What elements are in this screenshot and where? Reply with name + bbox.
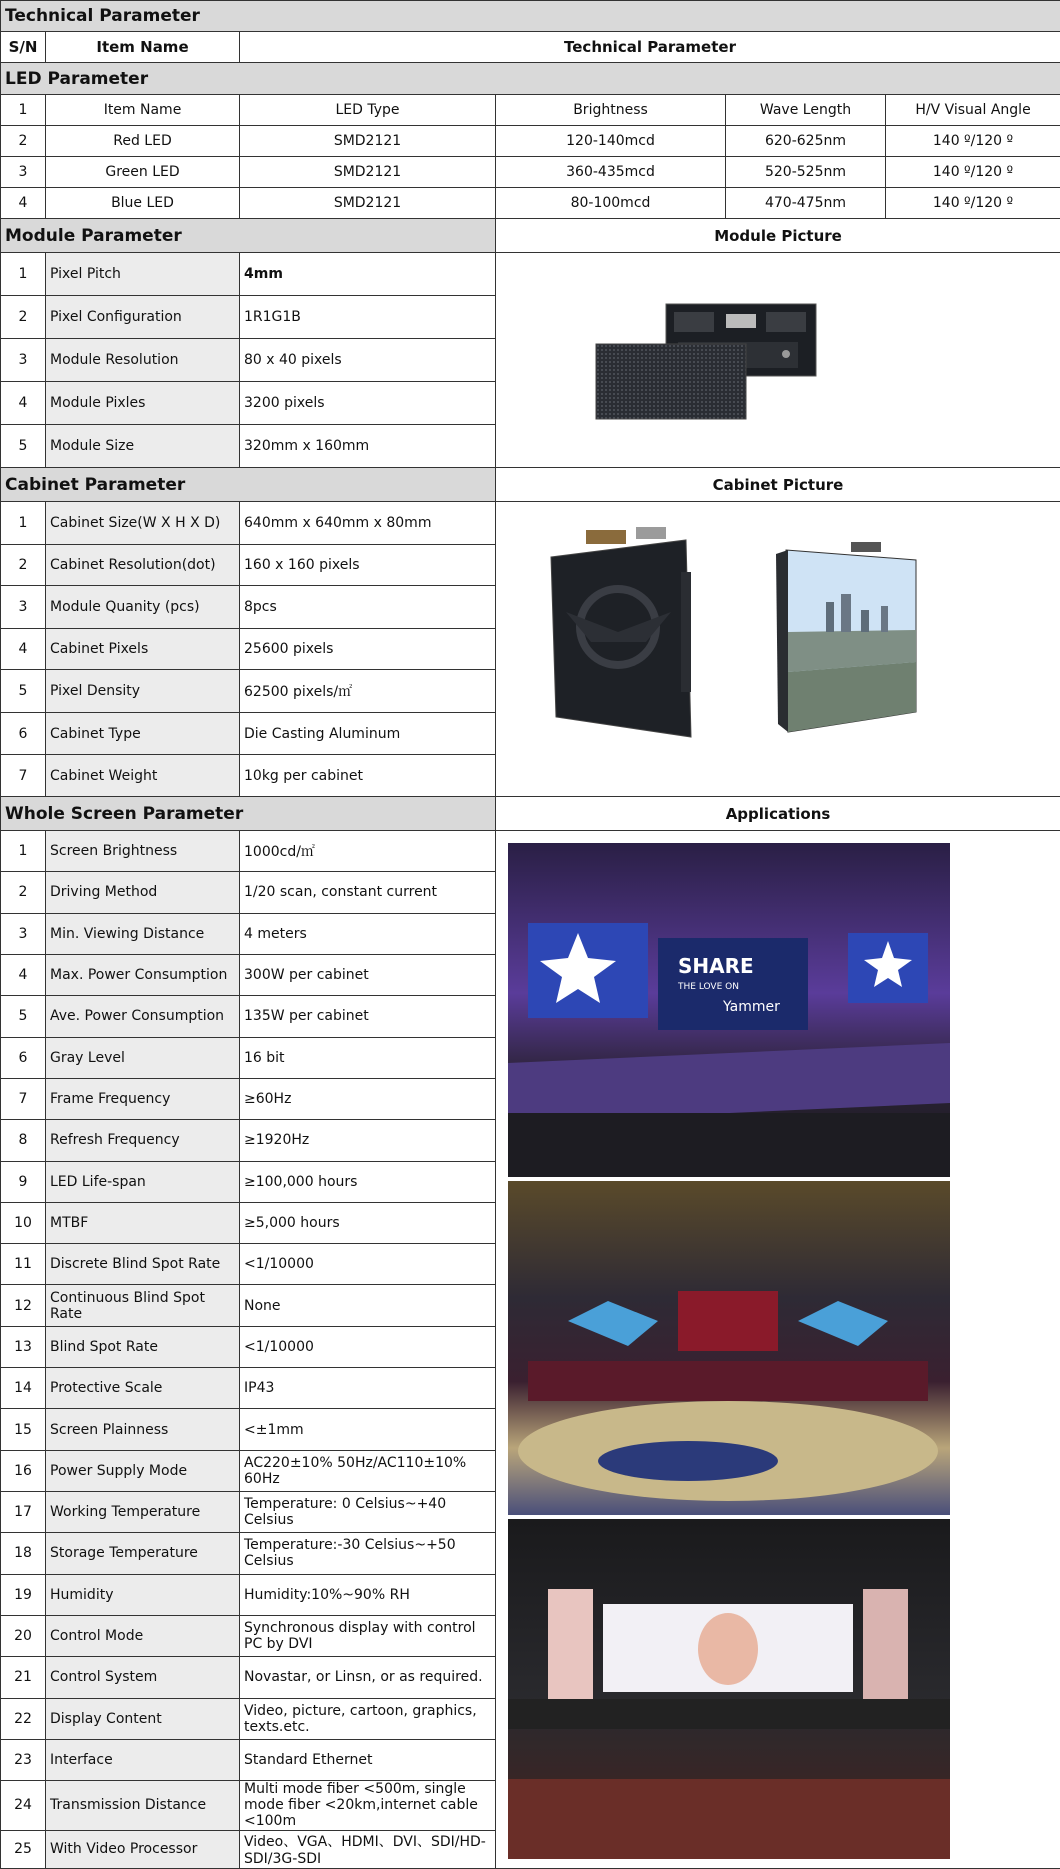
module-section-title: Module Parameter (1, 219, 496, 253)
screen-row-sn: 7 (1, 1078, 46, 1119)
module-param-name: Pixel Pitch (46, 253, 240, 296)
led-type: LED Type (240, 95, 496, 126)
banquet-hall-photo (508, 1181, 950, 1515)
screen-param-value: <±1mm (240, 1409, 496, 1450)
module-param-name: Module Pixles (46, 382, 240, 425)
screen-param-value: Temperature:-30 Celsius~+50 Celsius (240, 1533, 496, 1574)
screen-param-name: Protective Scale (46, 1368, 240, 1409)
applications-picture (496, 831, 1060, 1868)
module-row-sn: 5 (1, 425, 46, 468)
led-row-sn: 1 (1, 95, 46, 126)
screen-row-sn: 11 (1, 1244, 46, 1285)
cabinet-param-value: 640mm x 640mm x 80mm (240, 502, 496, 545)
led-brightness: 120-140mcd (496, 126, 726, 157)
cabinet-picture-cell (496, 502, 1060, 797)
screen-param-value: ≥1920Hz (240, 1120, 496, 1161)
module-param-value: 80 x 40 pixels (240, 339, 496, 382)
cabinet-section-title: Cabinet Parameter (1, 468, 496, 502)
led-brightness: 360-435mcd (496, 157, 726, 188)
led-wave-length: Wave Length (726, 95, 886, 126)
screen-param-name: Storage Temperature (46, 1533, 240, 1574)
screen-param-name: Interface (46, 1739, 240, 1780)
cabinet-param-name: Cabinet Size(W X H X D) (46, 502, 240, 545)
screen-param-value: ≥60Hz (240, 1078, 496, 1119)
led-wave-length: 520-525nm (726, 157, 886, 188)
module-param-name: Module Resolution (46, 339, 240, 382)
led-row-sn: 3 (1, 157, 46, 188)
screen-param-name: Driving Method (46, 872, 240, 913)
screen-row-sn: 18 (1, 1533, 46, 1574)
cabinet-param-value: 160 x 160 pixels (240, 544, 496, 586)
screen-picture-cell (496, 831, 1060, 1869)
module-param-name: Module Size (46, 425, 240, 468)
screen-param-name: Continuous Blind Spot Rate (46, 1285, 240, 1326)
screen-row-sn: 9 (1, 1161, 46, 1202)
led-item-name: Blue LED (46, 188, 240, 219)
module-row-sn: 4 (1, 382, 46, 425)
cabinet-row-sn: 4 (1, 628, 46, 670)
screen-row-sn: 24 (1, 1781, 46, 1830)
screen-param-name: Screen Brightness (46, 831, 240, 872)
screen-param-value: Video、VGA、HDMI、DVI、SDI/HD-SDI/3G-SDI (240, 1830, 496, 1868)
screen-row-sn: 15 (1, 1409, 46, 1450)
screen-param-name: Screen Plainness (46, 1409, 240, 1450)
module-param-value: 4mm (240, 253, 496, 296)
screen-row-sn: 10 (1, 1202, 46, 1243)
screen-row-sn: 23 (1, 1739, 46, 1780)
cabinet-row-sn: 6 (1, 712, 46, 755)
screen-param-name: Control Mode (46, 1615, 240, 1656)
led-item-name: Red LED (46, 126, 240, 157)
screen-param-name: Refresh Frequency (46, 1120, 240, 1161)
screen-row-sn: 25 (1, 1830, 46, 1868)
screen-param-name: Transmission Distance (46, 1781, 240, 1830)
cabinet-param-value: 10kg per cabinet (240, 755, 496, 797)
led-item-name: Green LED (46, 157, 240, 188)
cabinet-param-value: 8pcs (240, 586, 496, 629)
screen-param-value: 16 bit (240, 1037, 496, 1078)
screen-param-name: Power Supply Mode (46, 1450, 240, 1491)
cabinet-param-value: 25600 pixels (240, 628, 496, 670)
header-item-name: Item Name (46, 32, 240, 63)
cabinet-param-value: 62500 pixels/㎡ (240, 670, 496, 713)
led-brightness: Brightness (496, 95, 726, 126)
led-wave-length: 620-625nm (726, 126, 886, 157)
page-title: Technical Parameter (1, 1, 1060, 32)
screen-param-name: LED Life-span (46, 1161, 240, 1202)
module-param-value: 3200 pixels (240, 382, 496, 425)
led-visual-angle: 140 º/120 º (886, 126, 1060, 157)
screen-row-sn: 3 (1, 913, 46, 954)
screen-row-sn: 12 (1, 1285, 46, 1326)
screen-param-value: 300W per cabinet (240, 954, 496, 995)
screen-param-value: 1000cd/㎡ (240, 831, 496, 872)
led-brightness: 80-100mcd (496, 188, 726, 219)
screen-param-name: Working Temperature (46, 1492, 240, 1533)
screen-param-value: Synchronous display with control PC by DVI (240, 1615, 496, 1656)
module-row-sn: 2 (1, 296, 46, 339)
module-row-sn: 1 (1, 253, 46, 296)
screen-param-name: Max. Power Consumption (46, 954, 240, 995)
header-sn: S/N (1, 32, 46, 63)
screen-param-name: MTBF (46, 1202, 240, 1243)
screen-row-sn: 13 (1, 1326, 46, 1367)
screen-param-value: Standard Ethernet (240, 1739, 496, 1780)
screen-param-name: Blind Spot Rate (46, 1326, 240, 1367)
stage-event-photo (508, 843, 950, 1177)
module-picture (496, 254, 1060, 466)
screen-section-title: Whole Screen Parameter (1, 797, 496, 831)
screen-picture-title: Applications (496, 797, 1060, 831)
screen-row-sn: 4 (1, 954, 46, 995)
module-picture-cell (496, 253, 1060, 468)
led-module-image (496, 254, 1060, 466)
screen-row-sn: 22 (1, 1698, 46, 1739)
love-text: THE LOVE ON (677, 982, 739, 992)
led-visual-angle: 140 º/120 º (886, 157, 1060, 188)
screen-param-value: 1/20 scan, constant current (240, 872, 496, 913)
led-section-title: LED Parameter (1, 63, 1060, 95)
theater-photo (508, 1519, 950, 1859)
screen-row-sn: 20 (1, 1615, 46, 1656)
header-technical-parameter: Technical Parameter (240, 32, 1060, 63)
cabinet-front-image (776, 542, 916, 732)
cabinet-param-value: Die Casting Aluminum (240, 712, 496, 755)
screen-param-name: Control System (46, 1657, 240, 1698)
screen-param-value: 4 meters (240, 913, 496, 954)
screen-row-sn: 6 (1, 1037, 46, 1078)
screen-param-name: Display Content (46, 1698, 240, 1739)
screen-row-sn: 16 (1, 1450, 46, 1491)
screen-param-value: <1/10000 (240, 1244, 496, 1285)
cabinet-param-name: Pixel Density (46, 670, 240, 713)
screen-param-value: ≥5,000 hours (240, 1202, 496, 1243)
screen-param-value: <1/10000 (240, 1326, 496, 1367)
screen-param-value: Multi mode fiber <500m, single mode fiber <20km,internet cable <100m (240, 1781, 496, 1830)
cabinet-param-name: Cabinet Resolution(dot) (46, 544, 240, 586)
screen-row-sn: 8 (1, 1120, 46, 1161)
screen-param-value: Novastar, or Linsn, or as required. (240, 1657, 496, 1698)
screen-param-name: Min. Viewing Distance (46, 913, 240, 954)
screen-param-name: Discrete Blind Spot Rate (46, 1244, 240, 1285)
led-type: SMD2121 (240, 188, 496, 219)
screen-row-sn: 21 (1, 1657, 46, 1698)
screen-param-value: Video, picture, cartoon, graphics, texts.etc. (240, 1698, 496, 1739)
screen-param-name: Humidity (46, 1574, 240, 1615)
cabinet-param-name: Cabinet Type (46, 712, 240, 755)
module-picture-title: Module Picture (496, 219, 1060, 253)
screen-row-sn: 14 (1, 1368, 46, 1409)
led-visual-angle: 140 º/120 º (886, 188, 1060, 219)
screen-param-name: Frame Frequency (46, 1078, 240, 1119)
screen-row-sn: 19 (1, 1574, 46, 1615)
cabinet-row-sn: 2 (1, 544, 46, 586)
led-row-sn: 2 (1, 126, 46, 157)
led-visual-angle: H/V Visual Angle (886, 95, 1060, 126)
screen-param-name: With Video Processor (46, 1830, 240, 1868)
screen-param-value: AC220±10% 50Hz/AC110±10% 60Hz (240, 1450, 496, 1491)
share-text: SHARE (678, 954, 754, 978)
screen-param-value: None (240, 1285, 496, 1326)
module-row-sn: 3 (1, 339, 46, 382)
module-param-value: 320mm x 160mm (240, 425, 496, 468)
module-param-value: 1R1G1B (240, 296, 496, 339)
screen-param-name: Ave. Power Consumption (46, 996, 240, 1037)
led-wave-length: 470-475nm (726, 188, 886, 219)
screen-row-sn: 2 (1, 872, 46, 913)
screen-param-name: Gray Level (46, 1037, 240, 1078)
led-row-sn: 4 (1, 188, 46, 219)
module-param-name: Pixel Configuration (46, 296, 240, 339)
cabinet-image (496, 502, 1060, 796)
screen-param-value: IP43 (240, 1368, 496, 1409)
screen-row-sn: 17 (1, 1492, 46, 1533)
screen-param-value: Temperature: 0 Celsius~+40 Celsius (240, 1492, 496, 1533)
cabinet-row-sn: 1 (1, 502, 46, 545)
cabinet-param-name: Module Quanity (pcs) (46, 586, 240, 629)
cabinet-row-sn: 3 (1, 586, 46, 629)
cabinet-row-sn: 7 (1, 755, 46, 797)
cabinet-param-name: Cabinet Pixels (46, 628, 240, 670)
cabinet-row-sn: 5 (1, 670, 46, 713)
screen-param-value: ≥100,000 hours (240, 1161, 496, 1202)
cabinet-back-image (551, 527, 691, 737)
cabinet-picture (496, 502, 1060, 796)
cabinet-picture-title: Cabinet Picture (496, 468, 1060, 502)
led-type: SMD2121 (240, 126, 496, 157)
yammer-text: Yammer (722, 999, 780, 1015)
screen-param-value: Humidity:10%~90% RH (240, 1574, 496, 1615)
led-type: SMD2121 (240, 157, 496, 188)
led-item-name: Item Name (46, 95, 240, 126)
screen-param-value: 135W per cabinet (240, 996, 496, 1037)
screen-row-sn: 5 (1, 996, 46, 1037)
screen-row-sn: 1 (1, 831, 46, 872)
cabinet-param-name: Cabinet Weight (46, 755, 240, 797)
